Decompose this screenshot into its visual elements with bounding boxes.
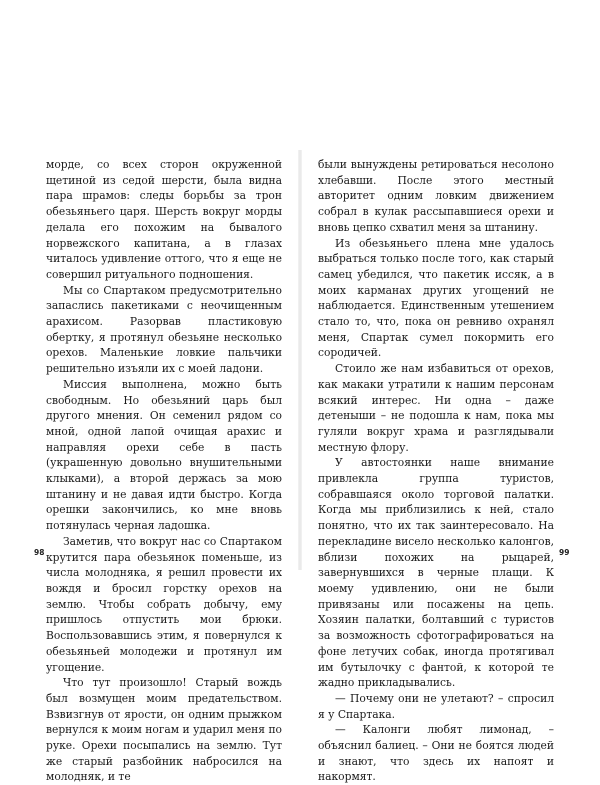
paragraph: морде, со всех сторон окруженной щетиной из седой шерсти, была видна пара шрамов: следы борьбы за трон обезьяньего царя. Шерсть вокруг морды делала его похожим на бывалого норвежского капитана, а в глазах читалось удивление оттого, что я еще не совершил ритуального подношения. xyxy=(46,158,282,281)
left-page-text xyxy=(46,157,282,785)
paragraph: Из обезьяньего плена мне удалось выбраться только после того, как старый самец убедился, что пакетик иссяк, а в моих карманах других угощений не наблюдается. Единственным утешением стало то, что, пока он ревниво охранял меня, Спартак сумел покормить его сородичей. xyxy=(318,236,554,360)
paragraph: — Калонги любят лимонад, – объяснил балиец. – Они не боятся людей и знают, что здесь их напоят и накормят. xyxy=(318,723,554,784)
paragraph: — Почему они не улетают? – спросил я у Спартака. xyxy=(318,691,554,721)
paragraph: Мы со Спартаком предусмотрительно запаслись пакетиками с неочищенным арахисом. Разорвав пластиковую обертку, я протянул обезьяне несколько орехов. Маленькие ловкие пальчики решительно изъяли их с моей ладони. xyxy=(46,283,282,376)
paragraph: У автостоянки наше внимание привлекла группа туристов, собравшаяся около торговой палатки. Когда мы приблизились к ней, стало понятно, что их так заинтересовало. На перекладине висело несколько калонгов, вблизи похожих на рыцарей, завернувшихся в черные плащи. К моему удивлению, они не были привязаны или посажены на цепь. Хозяин палатки, болтавший с туристов за возможность сфотографироваться на фоне летучих собак, иногда протягивал им бутылочку с фантой, к которой те жадно прикладывались. xyxy=(318,456,554,690)
paragraph: Заметив, что вокруг нас со Спартаком крутится пара обезьянок поменьше, из числа молодняка, я решил провести их вождя и бросил горстку орехов на землю. Чтобы собрать добычу, ему пришлось отпустить мои брюки. Воспользовавшись этим, я повернулся к обезьяньей молодежи и протянул им угощение. xyxy=(46,534,282,674)
left-page-number: 98 xyxy=(34,548,45,557)
paragraph: Миссия выполнена, можно быть свободным. Но обезьяний царь был другого мнения. Он семенил рядом со мной, одной лапой очищая арахис и направляя орехи себе в пасть (украшенную довольно внушительными клыками), а второй держась за мою штанину и не давая идти быстро. Когда орешки закончились, ко мне вновь потянулась черная ладошка. xyxy=(46,377,282,533)
paragraph: Стоило же нам избавиться от орехов, как макаки утратили к нашим персонам всякий интерес. Ни одна – даже детеныши – не подошла к нам, пока мы гуляли вокруг храма и разглядывали местную флору. xyxy=(318,362,554,454)
paragraph: Что тут произошло! Старый вождь был возмущен моим предательством. Взвизгнув от ярости, он одним прыжком вернулся к моим ногам и ударил меня по руке. Орехи посыпались на землю. Тут же старый разбойник набросился на молодняк, и те xyxy=(46,676,282,784)
paragraph: были вынуждены ретироваться несолоно хлебавши. После этого местный авторитет одним ловким движением собрал в кулак рассыпавшиеся орехи и вновь цепко схватил меня за штанину. xyxy=(318,158,554,234)
right-page-text xyxy=(318,157,554,785)
book-gutter xyxy=(298,150,302,570)
right-page-number: 99 xyxy=(559,548,570,557)
